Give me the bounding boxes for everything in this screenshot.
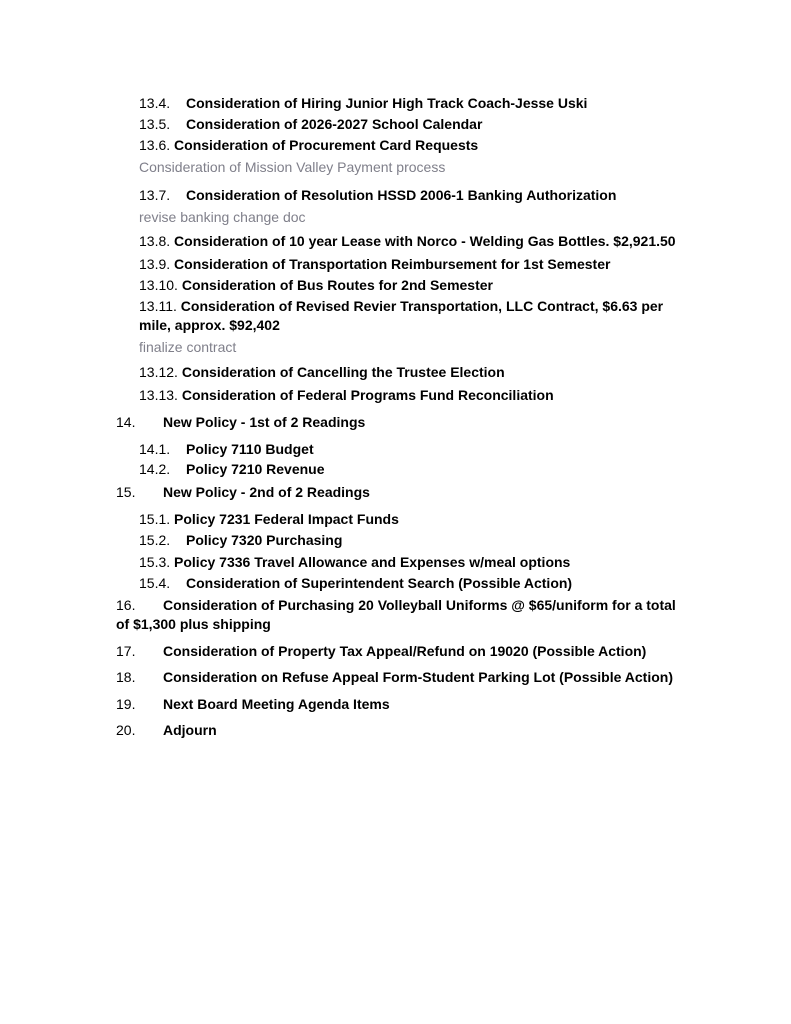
item-note: Consideration of Mission Valley Payment process xyxy=(139,159,446,175)
item-number: 14. xyxy=(116,414,136,430)
item-number: 16. xyxy=(116,597,136,613)
item-title: Consideration of Purchasing 20 Volleyball Uniforms @ $65/uniform for a total xyxy=(163,597,676,613)
agenda-item-13-11 xyxy=(139,297,663,315)
item-number: 15. xyxy=(116,484,136,500)
agenda-item-14-1 xyxy=(139,440,314,458)
item-number: 15.2. xyxy=(139,532,171,548)
item-number: 13.8. xyxy=(139,233,171,249)
item-title: Consideration of Procurement Card Requests xyxy=(174,137,479,153)
agenda-item-15-2 xyxy=(139,531,342,549)
item-title: Consideration of Bus Routes for 2nd Semester xyxy=(181,277,493,293)
agenda-item-19 xyxy=(116,695,390,713)
item-number: 13.9. xyxy=(139,256,171,272)
item-number: 15.4. xyxy=(139,575,171,591)
item-number: 13.12. xyxy=(139,364,178,380)
item-title: Consideration of Cancelling the Trustee Election xyxy=(181,364,505,380)
item-number: 14.2. xyxy=(139,461,171,477)
item-note: finalize contract xyxy=(139,339,237,355)
item-title: Consideration of Transportation Reimbursement for 1st Semester xyxy=(174,256,611,272)
item-title: Adjourn xyxy=(163,722,217,738)
agenda-item-20 xyxy=(116,721,217,739)
agenda-item-13-5 xyxy=(139,115,482,133)
item-title: Consideration of Property Tax Appeal/Refund on 19020 (Possible Action) xyxy=(163,643,647,659)
agenda-item-13-9 xyxy=(139,255,610,273)
item-title: Consideration of 2026-2027 School Calendar xyxy=(186,116,483,132)
item-number: 13.13. xyxy=(139,387,178,403)
item-number: 20. xyxy=(116,722,136,738)
agenda-item-18 xyxy=(116,668,673,686)
agenda-item-15-4 xyxy=(139,574,572,592)
item-title: Next Board Meeting Agenda Items xyxy=(163,696,390,712)
agenda-item-13-12 xyxy=(139,363,505,381)
agenda-item-15 xyxy=(116,483,370,501)
item-title: New Policy - 2nd of 2 Readings xyxy=(163,484,370,500)
agenda-item-15-3 xyxy=(139,553,570,571)
item-title-continued: mile, approx. $92,402 xyxy=(139,317,280,333)
item-title: Policy 7210 Revenue xyxy=(186,461,325,477)
item-title: Consideration of Superintendent Search (Possible Action) xyxy=(186,575,573,591)
agenda-item-13-10 xyxy=(139,276,493,294)
item-number: 15.3. xyxy=(139,554,171,570)
item-number: 13.4. xyxy=(139,95,171,111)
item-title: Policy 7231 Federal Impact Funds xyxy=(174,511,399,527)
item-note: revise banking change doc xyxy=(139,209,306,225)
item-title: Consideration of Revised Revier Transportation, LLC Contract, $6.63 per xyxy=(180,298,664,314)
agenda-item-14 xyxy=(116,413,365,431)
item-title: Consideration of Federal Programs Fund Reconciliation xyxy=(181,387,554,403)
item-title-continued: of $1,300 plus shipping xyxy=(116,616,271,632)
item-title: Consideration of Resolution HSSD 2006-1 Banking Authorization xyxy=(186,187,617,203)
item-title: Policy 7336 Travel Allowance and Expenses w/meal options xyxy=(174,554,571,570)
item-number: 19. xyxy=(116,696,136,712)
agenda-item-13-7 xyxy=(139,186,616,204)
item-title: Consideration of 10 year Lease with Norco - Welding Gas Bottles. $2,921.50 xyxy=(174,233,676,249)
item-number: 13.5. xyxy=(139,116,171,132)
item-title: Policy 7110 Budget xyxy=(186,441,314,457)
item-title: Policy 7320 Purchasing xyxy=(186,532,343,548)
item-number: 13.7. xyxy=(139,187,171,203)
item-title: Consideration on Refuse Appeal Form-Student Parking Lot (Possible Action) xyxy=(163,669,673,685)
agenda-item-15-1 xyxy=(139,510,399,528)
item-number: 13.11. xyxy=(139,298,177,314)
item-number: 18. xyxy=(116,669,136,685)
agenda-item-13-8 xyxy=(139,232,676,250)
item-number: 13.10. xyxy=(139,277,178,293)
item-number: 13.6. xyxy=(139,137,171,153)
agenda-item-14-2 xyxy=(139,460,325,478)
agenda-item-17 xyxy=(116,642,646,660)
item-number: 14.1. xyxy=(139,441,171,457)
item-number: 17. xyxy=(116,643,136,659)
agenda-item-13-13 xyxy=(139,386,554,404)
agenda-item-16 xyxy=(116,596,676,614)
item-title: Consideration of Hiring Junior High Track Coach-Jesse Uski xyxy=(186,95,588,111)
agenda-item-13-6 xyxy=(139,136,478,154)
item-title: New Policy - 1st of 2 Readings xyxy=(163,414,366,430)
item-number: 15.1. xyxy=(139,511,171,527)
agenda-item-13-4 xyxy=(139,94,587,112)
